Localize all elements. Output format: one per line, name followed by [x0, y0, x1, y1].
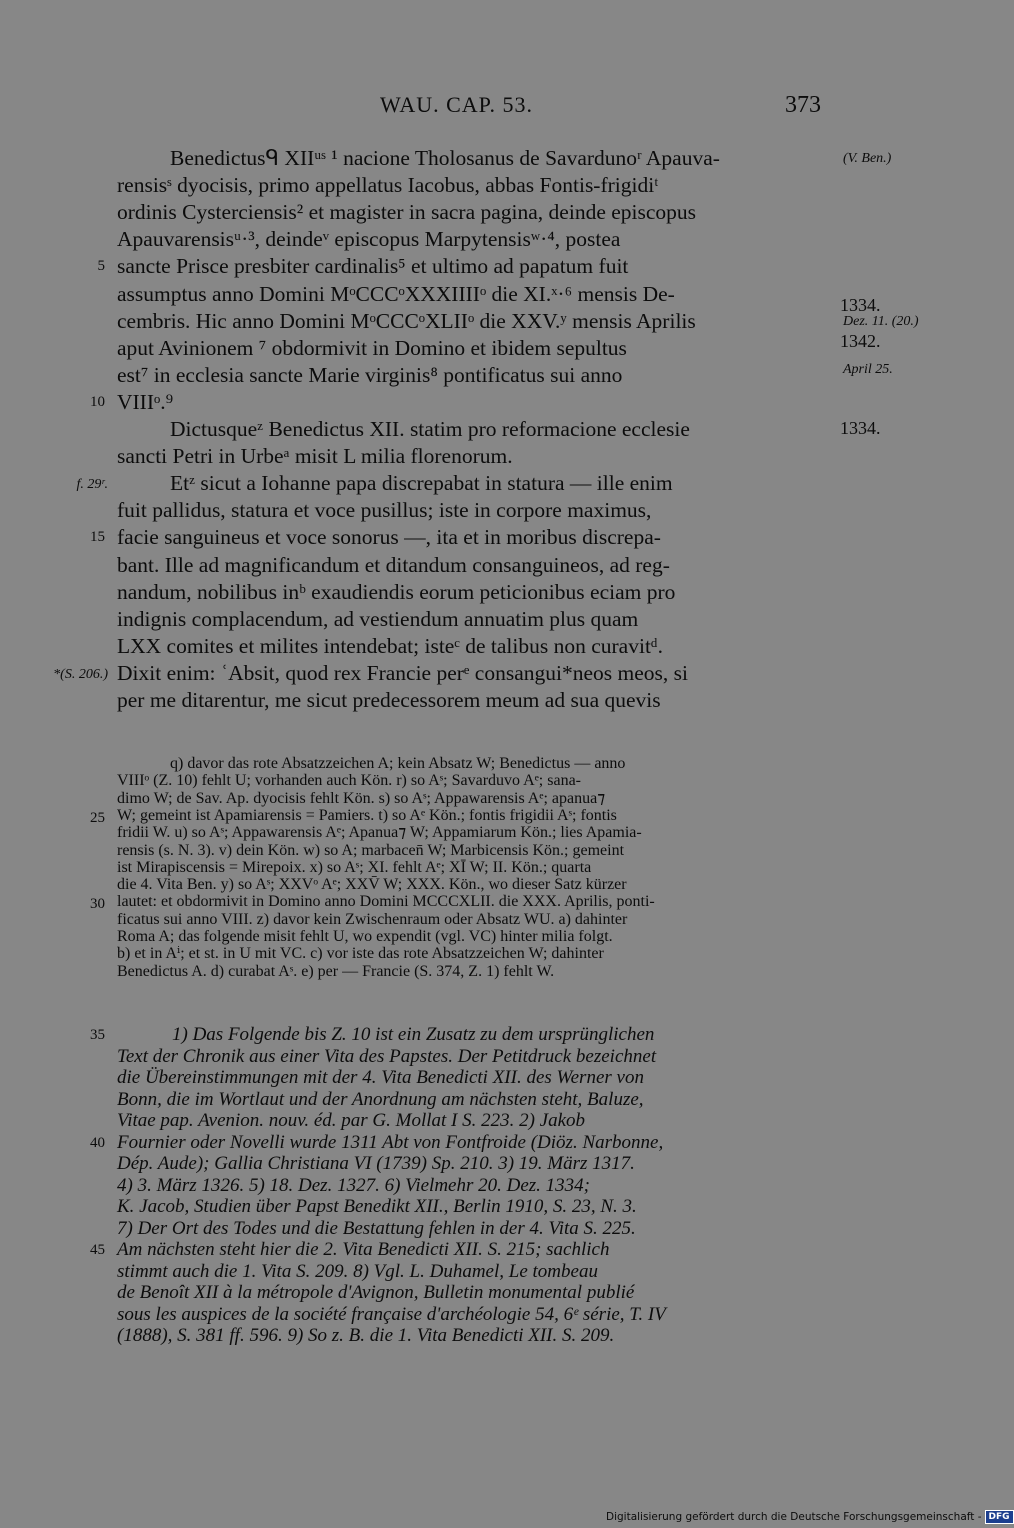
right-margin-note: April 25. — [843, 361, 893, 377]
right-margin-note: 1342. — [840, 330, 881, 351]
apparatus-line: Roma A; das folgende misit fehlt U, wo expendit (vgl. VC) hinter milia folgt. — [117, 928, 613, 945]
right-margin-note: 1334. — [840, 418, 881, 438]
note-line: Text der Chronik aus einer Vita des Papstes. Der Petitdruck bezeichnet — [117, 1045, 657, 1067]
apparatus-line: dimo W; de Sav. Ap. dyocisis fehlt Kön. s) so Aˢ; Appawarensis Aᵉ; apanua⁊ — [117, 789, 606, 807]
note-line: 4) 3. März 1326. 5) 18. Dez. 1327. 6) Vielmehr 20. Dez. 1334; — [117, 1174, 591, 1196]
main-text-line: nandum, nobilibus inᵇ exaudiendis eorum peticionibus eciam pro — [117, 579, 676, 604]
main-text-line: sancti Petri in Urbeᵃ misit L milia florenorum. — [117, 444, 513, 469]
main-text-line: per me ditarentur, me sicut predecessorem meum ad sua quevis — [117, 688, 661, 712]
main-text-line: Etᶻ sicut a Iohanne papa discrepabat in statura — ille enim — [170, 471, 673, 496]
left-margin-note: *(S. 206.) — [53, 666, 108, 682]
note-line: Fournier oder Novelli wurde 1311 Abt von Fontfroide (Diöz. Narbonne, — [117, 1131, 664, 1153]
dfg-logo: DFG — [985, 1510, 1014, 1524]
line-number: 30 — [90, 896, 105, 913]
note-line: 7) Der Ort des Todes und die Bestattung fehlen in der 4. Vita S. 225. — [117, 1217, 636, 1239]
note-line: sous les auspices de la société française d'archéologie 54, 6ᵉ série, T. IV — [117, 1303, 666, 1325]
main-text-line: VIIIᵒ.⁹ — [117, 389, 174, 414]
line-number: 10 — [90, 393, 105, 410]
apparatus-line: b) et in Aⁱ; et st. in U mit VC. c) vor iste das rote Absatzzeichen W; dahinter — [117, 945, 604, 963]
apparatus-line: fridii W. u) so Aˢ; Appawarensis Aᵉ; Apanua⁊ W; Appamiarum Kön.; lies Apamia- — [117, 824, 642, 842]
right-margin-note: 1334. — [840, 294, 881, 315]
main-text-line: Apauvarensisᵘ·³, deindeᵛ episcopus Marpytensisʷ·⁴, postea — [117, 227, 621, 252]
note-line: 1) Das Folgende bis Z. 10 ist ein Zusatz zu dem ursprünglichen — [172, 1024, 655, 1045]
line-number: 35 — [90, 1027, 105, 1043]
main-text-line: cembris. Hic anno Domini MᵒCCCᵒXLIIᵒ die XXV.ʸ mensis Aprilis — [117, 308, 696, 333]
apparatus-line: ficatus sui anno VIII. z) davor kein Zwischenraum oder Absatz WU. a) dahinter — [117, 910, 628, 928]
main-text-line: assumptus anno Domini MᵒCCCᵒXXXIIIIᵒ die XI.ˣ·⁶ mensis De- — [117, 281, 675, 306]
apparatus-line: VIIIᵒ (Z. 10) fehlt U; vorhanden auch Kön. r) so Aˢ; Savarduvo Aᵉ; sana- — [117, 772, 581, 790]
note-line: die Übereinstimmungen mit der 4. Vita Benedicti XII. des Werner von — [117, 1067, 644, 1088]
digitization-credit — [606, 1510, 1014, 1524]
main-text-line: LXX comites et milites intendebat; isteᶜ de talibus non curavitᵈ. — [117, 633, 663, 658]
note-line: K. Jacob, Studien über Papst Benedikt XII., Berlin 1910, S. 23, N. 3. — [117, 1196, 637, 1217]
main-text-line: Dictusqueᶻ Benedictus XII. statim pro reformacione ecclesie — [170, 417, 690, 441]
apparatus-line: rensis (s. N. 3). v) dein Kön. w) so A; marbacen̄ W; Marbicensis Kön.; gemeint — [117, 841, 625, 859]
line-number: 40 — [90, 1134, 105, 1151]
apparatus-line: lautet: et obdormivit in Domino anno Domini MCCCXLII. die XXX. Aprilis, ponti- — [117, 893, 655, 911]
left-margin-note: f. 29ʳ. — [76, 477, 108, 493]
main-text-line: bant. Ille ad magnificandum et ditandum consanguineos, ad reg- — [117, 552, 670, 577]
page-number: 373 — [785, 92, 821, 118]
line-number: 45 — [90, 1242, 105, 1258]
note-line: de Benoît XII à la métropole d'Avignon, Bulletin monumental publié — [117, 1282, 635, 1303]
main-text-line: Benedictusᑫ XIIᵘˢ ¹ nacione Tholosanus de Savardunoʳ Apauva- — [170, 146, 720, 170]
apparatus-line: die 4. Vita Ben. y) so Aˢ; XXVᵒ Aᵉ; XXV̄ W; XXX. Kön., wo dieser Satz kürzer — [117, 876, 627, 894]
apparatus-line: ist Mirapiscensis = Mirepoix. x) so Aˢ; XI. fehlt Aᵉ; XĪ W; II. Kön.; quarta — [117, 858, 592, 876]
note-line: Vitae pap. Avenion. nouv. éd. par G. Mollat I S. 223. 2) Jakob — [117, 1110, 586, 1131]
note-line: Bonn, die im Wortlaut und der Anordnung am nächsten steht, Baluze, — [117, 1088, 644, 1110]
main-text-line: facie sanguineus et voce sonorus —, ita et in moribus discrepa- — [117, 525, 661, 550]
main-text-line: Dixit enim: ʿAbsit, quod rex Francie perᵉ consangui*neos meos, si — [117, 660, 688, 685]
main-text-line: rensisˢ dyocisis, primo appellatus Iacobus, abbas Fontis-frigidiᵗ — [117, 173, 659, 198]
note-line: (1888), S. 381 ff. 596. 9) So z. B. die 1. Vita Benedicti XII. S. 209. — [117, 1325, 615, 1346]
apparatus-line: Benedictus A. d) curabat Aˢ. e) per — Francie (S. 374, Z. 1) fehlt W. — [117, 962, 555, 980]
main-text-line: ordinis Cysterciensis² et magister in sacra pagina, deinde episcopus — [117, 200, 697, 225]
line-number: 5 — [97, 258, 105, 275]
main-text-line: aput Avinionem ⁷ obdormivit in Domino et ibidem sepultus — [117, 335, 627, 360]
line-number: 25 — [90, 809, 105, 826]
main-text-line: est⁷ in ecclesia sancte Marie virginis⁸ pontificatus sui anno — [117, 362, 623, 387]
note-line: Dép. Aude); Gallia Christiana VI (1739) Sp. 210. 3) 19. März 1317. — [117, 1153, 635, 1174]
main-text-line: sancte Prisce presbiter cardinalis⁵ et ultimo ad papatum fuit — [117, 254, 629, 279]
main-text-line: fuit pallidus, statura et voce pusillus; iste in corpore maximus, — [117, 498, 652, 523]
apparatus-line: q) davor das rote Absatzzeichen A; kein Absatz W; Benedictus — anno — [170, 755, 626, 772]
main-text-line: indignis complacendum, ad vestiendum annuatim plus quam — [117, 606, 639, 631]
line-number: 15 — [90, 529, 105, 546]
apparatus-line: W; gemeint ist Apamiarensis = Pamiers. t) so Aᵉ Kön.; fontis frigidii Aˢ; fontis — [117, 806, 617, 824]
note-line: Am nächsten steht hier die 2. Vita Benedicti XII. S. 215; sachlich — [117, 1239, 610, 1260]
credit-text: Digitalisierung gefördert durch die Deutsche Forschungsgemeinschaft - — [606, 1511, 982, 1523]
right-margin-note: (V. Ben.) — [843, 151, 892, 166]
right-margin-note: Dez. 11. (20.) — [843, 313, 919, 329]
note-line: stimmt auch die 1. Vita S. 209. 8) Vgl. L. Duhamel, Le tombeau — [117, 1260, 598, 1282]
running-header-title: WAU. CAP. 53. — [380, 92, 533, 117]
